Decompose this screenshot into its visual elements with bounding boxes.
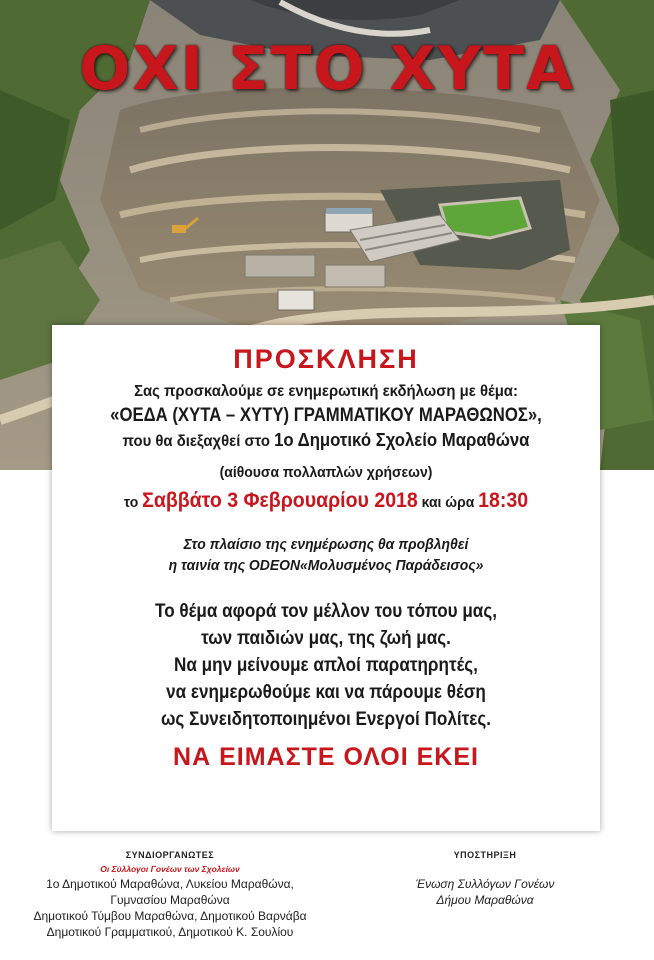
message-line: των παιδιών μας, της ζωή μας. bbox=[201, 628, 451, 649]
message-line: Το θέμα αφορά τον μέλλον του τόπου μας, bbox=[155, 601, 497, 622]
event-date: Σαββάτο 3 Φεβρουαρίου 2018 bbox=[142, 489, 418, 512]
organizers-heading: ΣΥΝΔΙΟΡΓΑΝΩΤΕΣ bbox=[125, 850, 215, 860]
film-note bbox=[71, 534, 581, 576]
event-topic: «ΟΕΔΑ (ΧΥΤΑ – ΧΥΤΥ) ΓΡΑΜΜΑΤΙΚΟΥ ΜΑΡΑΘΩΝΟΣ», bbox=[110, 405, 542, 426]
organizer-line: 1ο Δημοτικού Μαραθώνα, Λυκείου Μαραθώνα, bbox=[46, 877, 294, 891]
message-line: Να μην μείνουμε απλοί παρατηρητές, bbox=[174, 655, 478, 676]
message-line: ως Συνειδητοποιημένοι Ενεργοί Πολίτες. bbox=[160, 709, 492, 730]
organizers-block bbox=[0, 848, 340, 940]
support-block bbox=[395, 848, 575, 908]
support-line: Δήμου Μαραθώνα bbox=[436, 893, 534, 907]
event-venue bbox=[71, 429, 581, 453]
organizer-line: Δημοτικού Γραμματικού, Δημοτικού Κ. Σουλίου bbox=[46, 925, 294, 939]
film-line: Στο πλαίσιο της ενημέρωσης θα προβληθεί bbox=[183, 536, 469, 553]
event-datetime bbox=[71, 488, 581, 516]
organizer-line: Γυμνασίου Μαραθώνα bbox=[110, 893, 230, 907]
closing-slogan: ΝΑ ΕΙΜΑΣΤΕ ΟΛΟΙ ΕΚΕΙ bbox=[173, 743, 479, 771]
venue-prefix: που θα διεξαχθεί στο bbox=[122, 433, 270, 450]
invitation-card bbox=[52, 325, 600, 831]
organizers-subheading: Οι Σύλλογοι Γονέων των Σχολείων bbox=[100, 864, 240, 874]
invitation-heading: ΠΡΟΣΚΛΗΣΗ bbox=[233, 344, 419, 374]
film-line: η ταινία της ODEON«Μολυσμένος Παράδεισος» bbox=[168, 557, 484, 574]
support-line: Ένωση Συλλόγων Γονέων bbox=[415, 877, 555, 891]
date-prefix: το bbox=[123, 494, 139, 511]
support-heading: ΥΠΟΣΤΗΡΙΞΗ bbox=[453, 850, 517, 860]
venue-name: 1ο Δημοτικό Σχολείο Μαραθώνα bbox=[274, 430, 530, 450]
message-line: να ενημερωθούμε και να πάρουμε θέση bbox=[166, 682, 486, 703]
poster-title: ΟΧΙ ΣΤΟ ΧΥΤΑ bbox=[79, 34, 575, 104]
invitation-intro: Σας προσκαλούμε σε ενημερωτική εκδήλωση με θέμα: bbox=[134, 383, 518, 400]
organizer-line: Δημοτικού Τύμβου Μαραθώνα, Δημοτικού Βαρνάβα bbox=[33, 909, 307, 923]
venue-room: (αίθουσα πολλαπλών χρήσεων) bbox=[219, 464, 433, 481]
appeal-message bbox=[79, 598, 572, 733]
event-time: 18:30 bbox=[478, 489, 529, 512]
time-prefix: και ώρα bbox=[421, 494, 475, 511]
